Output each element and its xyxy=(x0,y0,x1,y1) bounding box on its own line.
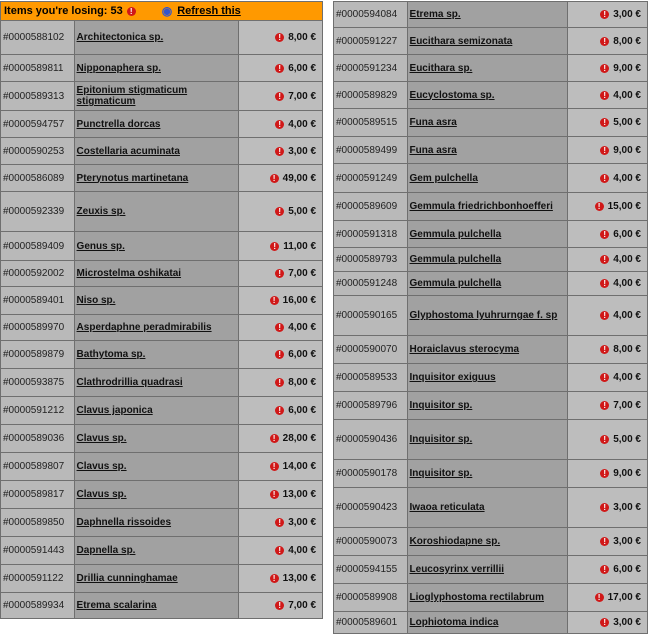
price-value: 6,00 € xyxy=(288,62,317,74)
item-name-link[interactable]: Gemmula pulchella xyxy=(408,221,569,247)
item-price xyxy=(239,165,323,191)
item-price xyxy=(239,369,323,396)
table-row xyxy=(0,165,323,192)
item-name-link[interactable]: Inquisitor sp. xyxy=(408,460,569,487)
price-value: 9,00 € xyxy=(613,468,641,479)
price-value: 3,00 € xyxy=(613,536,641,547)
alert-icon: ! xyxy=(600,64,609,73)
price-value: 7,00 € xyxy=(288,268,317,279)
price-value: 5,00 € xyxy=(613,117,641,128)
losing-count: 53 xyxy=(110,5,123,17)
alert-icon: ! xyxy=(600,503,609,512)
item-id: #0000589609 xyxy=(334,193,408,220)
price-value: 15,00 € xyxy=(607,201,641,212)
left-list-panel xyxy=(0,1,323,619)
alert-icon: ! xyxy=(270,490,279,499)
item-name-link[interactable]: Microstelma oshikatai xyxy=(75,261,239,286)
price-value: 4,00 € xyxy=(613,372,641,383)
price-value: 11,00 € xyxy=(283,240,317,252)
table-row xyxy=(0,138,323,165)
item-price xyxy=(239,192,323,231)
item-price xyxy=(239,509,323,536)
item-name-link[interactable]: Genus sp. xyxy=(75,232,239,260)
price-value: 4,00 € xyxy=(288,322,317,333)
table-row xyxy=(0,565,323,593)
refresh-link[interactable]: Refresh this xyxy=(177,5,241,17)
alert-icon: ! xyxy=(595,202,604,211)
table-row xyxy=(333,488,648,528)
table-row xyxy=(333,109,648,137)
item-id: #0000590070 xyxy=(334,336,408,363)
item-price xyxy=(239,261,323,286)
item-price xyxy=(239,82,323,110)
item-price xyxy=(568,164,647,192)
table-row xyxy=(0,21,323,55)
price-value: 4,00 € xyxy=(288,545,317,556)
alert-icon: ! xyxy=(275,147,284,156)
item-price xyxy=(568,272,647,295)
item-id: #0000594084 xyxy=(334,2,408,27)
table-row xyxy=(0,369,323,397)
price-value: 3,00 € xyxy=(288,145,317,157)
item-price xyxy=(239,537,323,564)
table-row xyxy=(333,392,648,420)
price-value: 6,00 € xyxy=(288,349,317,360)
item-name-link[interactable]: Eucithara semizonata xyxy=(408,28,569,54)
item-id: #0000589817 xyxy=(1,481,75,508)
price-value: 4,00 € xyxy=(613,172,641,184)
price-value: 4,00 € xyxy=(613,278,641,289)
price-value: 4,00 € xyxy=(613,310,641,321)
alert-icon: ! xyxy=(127,7,136,16)
price-value: 5,00 € xyxy=(288,206,317,217)
item-name-link[interactable]: Leucosyrinx verrillii xyxy=(408,556,569,583)
table-row xyxy=(333,248,648,272)
alert-icon: ! xyxy=(275,601,284,610)
alert-icon: ! xyxy=(600,255,609,264)
item-price xyxy=(568,528,647,555)
item-name-link[interactable]: Architectonica sp. xyxy=(75,21,239,54)
table-row xyxy=(333,528,648,556)
item-id: #0000589879 xyxy=(1,341,75,368)
item-price xyxy=(568,460,647,487)
item-name-link[interactable]: Lophiotoma indica xyxy=(408,612,569,633)
alert-icon: ! xyxy=(270,242,279,251)
alert-icon: ! xyxy=(600,230,609,239)
item-id: #0000589829 xyxy=(334,82,408,108)
table-row xyxy=(333,82,648,109)
item-price xyxy=(568,556,647,583)
table-row xyxy=(0,593,323,619)
alert-icon: ! xyxy=(600,174,609,183)
table-row xyxy=(333,296,648,336)
alert-icon: ! xyxy=(275,120,284,129)
table-row xyxy=(0,82,323,111)
item-price xyxy=(239,138,323,164)
table-row xyxy=(0,111,323,138)
table-row xyxy=(0,537,323,565)
alert-icon: ! xyxy=(600,401,609,410)
item-price xyxy=(568,28,647,54)
alert-icon: ! xyxy=(600,10,609,19)
table-row xyxy=(0,192,323,232)
price-value: 9,00 € xyxy=(613,144,641,156)
item-name-link[interactable]: Etrema scalarina xyxy=(75,593,239,618)
item-id: #0000591122 xyxy=(1,565,75,592)
item-name-link[interactable]: Clavus japonica xyxy=(75,397,239,424)
item-price xyxy=(568,137,647,163)
alert-icon: ! xyxy=(600,469,609,478)
price-value: 5,00 € xyxy=(613,434,641,445)
alert-icon: ! xyxy=(600,146,609,155)
table-row xyxy=(0,397,323,425)
item-id: #0000591443 xyxy=(1,537,75,564)
item-id: #0000589934 xyxy=(1,593,75,618)
price-value: 3,00 € xyxy=(613,9,641,20)
item-name-link[interactable]: Inquisitor sp. xyxy=(408,392,569,419)
item-id: #0000589796 xyxy=(334,392,408,419)
table-row xyxy=(0,425,323,453)
price-value: 14,00 € xyxy=(282,461,317,472)
item-id: #0000592339 xyxy=(1,192,75,231)
item-name-link[interactable]: Clavus sp. xyxy=(75,453,239,480)
price-value: 3,00 € xyxy=(288,517,317,528)
price-value: 16,00 € xyxy=(282,295,317,306)
alert-icon: ! xyxy=(275,33,284,42)
item-name-link[interactable]: Clavus sp. xyxy=(75,481,239,508)
item-name-link[interactable]: Iwaoa reticulata xyxy=(408,488,569,527)
item-name-link[interactable]: Funa asra xyxy=(408,137,569,163)
alert-icon: ! xyxy=(270,434,279,443)
item-price xyxy=(239,397,323,424)
item-name-link[interactable]: Lioglyphostoma rectilabrum xyxy=(408,584,569,611)
item-price xyxy=(239,21,323,54)
item-price xyxy=(568,296,647,335)
table-row xyxy=(333,420,648,460)
item-id: #0000591318 xyxy=(334,221,408,247)
item-id: #0000589807 xyxy=(1,453,75,480)
table-row xyxy=(333,28,648,55)
item-name-link[interactable]: Gem pulchella xyxy=(408,164,569,192)
item-name-link[interactable]: Gemmula friedrichbonhoefferi xyxy=(408,193,569,220)
item-id: #0000586089 xyxy=(1,165,75,191)
item-name-link[interactable]: Funa asra xyxy=(408,109,569,136)
item-id: #0000589036 xyxy=(1,425,75,452)
table-row xyxy=(333,336,648,364)
table-row xyxy=(333,193,648,221)
price-value: 13,00 € xyxy=(282,573,317,584)
table-row xyxy=(333,612,648,634)
item-id: #0000589601 xyxy=(334,612,408,633)
shell-icon[interactable]: ◉ xyxy=(161,4,173,18)
table-row xyxy=(0,481,323,509)
item-price xyxy=(568,248,647,271)
item-name-link[interactable]: Asperdaphne peradmirabilis xyxy=(75,315,239,340)
item-id: #0000589533 xyxy=(334,364,408,391)
alert-icon: ! xyxy=(275,64,284,73)
table-row xyxy=(333,137,648,164)
alert-icon: ! xyxy=(270,574,279,583)
item-price xyxy=(239,341,323,368)
table-row xyxy=(0,55,323,82)
price-value: 6,00 € xyxy=(288,405,317,416)
item-id: #0000588102 xyxy=(1,21,75,54)
losing-label: Items you're losing: xyxy=(4,5,108,17)
item-price xyxy=(568,109,647,136)
price-value: 13,00 € xyxy=(282,489,317,500)
price-value: 4,00 € xyxy=(288,118,317,130)
item-price xyxy=(239,565,323,592)
alert-icon: ! xyxy=(600,311,609,320)
item-price xyxy=(568,584,647,611)
item-id: #0000589401 xyxy=(1,287,75,314)
alert-icon: ! xyxy=(600,279,609,288)
item-price xyxy=(239,315,323,340)
alert-icon: ! xyxy=(275,323,284,332)
alert-icon: ! xyxy=(600,91,609,100)
table-row xyxy=(0,261,323,287)
item-price xyxy=(568,2,647,27)
table-row xyxy=(333,364,648,392)
item-name-link[interactable]: Inquisitor exiguus xyxy=(408,364,569,391)
alert-icon: ! xyxy=(275,207,284,216)
item-price xyxy=(239,425,323,452)
item-id: #0000590253 xyxy=(1,138,75,164)
price-value: 28,00 € xyxy=(282,433,317,444)
item-id: #0000591227 xyxy=(334,28,408,54)
item-id: #0000591234 xyxy=(334,55,408,81)
table-row xyxy=(333,221,648,248)
alert-icon: ! xyxy=(600,618,609,627)
item-name-link[interactable]: Eucyclostoma sp. xyxy=(408,82,569,108)
price-value: 7,00 € xyxy=(288,90,317,102)
price-value: 8,00 € xyxy=(288,32,317,43)
item-id: #0000594757 xyxy=(1,111,75,137)
item-name-link[interactable]: Horaiclavus sterocyma xyxy=(408,336,569,363)
item-price xyxy=(568,336,647,363)
item-name-link[interactable]: Nipponaphera sp. xyxy=(75,55,239,81)
table-row xyxy=(0,509,323,537)
price-value: 3,00 € xyxy=(613,502,641,513)
item-id: #0000591212 xyxy=(1,397,75,424)
alert-icon: ! xyxy=(600,118,609,127)
item-price xyxy=(239,481,323,508)
price-value: 7,00 € xyxy=(288,600,317,611)
right-list-panel xyxy=(333,1,648,634)
item-name-link[interactable]: Daphnella rissoides xyxy=(75,509,239,536)
item-price xyxy=(239,232,323,260)
item-id: #0000591249 xyxy=(334,164,408,192)
table-row xyxy=(333,164,648,193)
item-id: #0000589499 xyxy=(334,137,408,163)
item-name-link[interactable]: Koroshiodapne sp. xyxy=(408,528,569,555)
price-value: 49,00 € xyxy=(282,172,317,184)
item-name-link[interactable]: Eucithara sp. xyxy=(408,55,569,81)
item-id: #0000593875 xyxy=(1,369,75,396)
item-price xyxy=(568,55,647,81)
item-id: #0000589793 xyxy=(334,248,408,271)
item-name-link[interactable]: Glyphostoma lyuhrurngae f. sp xyxy=(408,296,569,335)
alert-icon: ! xyxy=(600,537,609,546)
item-name-link[interactable]: Zeuxis sp. xyxy=(75,192,239,231)
item-id: #0000591248 xyxy=(334,272,408,295)
item-name-link[interactable]: Epitonium stigmaticum stigmaticum xyxy=(75,82,239,110)
alert-icon: ! xyxy=(600,345,609,354)
item-id: #0000590073 xyxy=(334,528,408,555)
price-value: 4,00 € xyxy=(613,89,641,101)
price-value: 8,00 € xyxy=(288,377,317,388)
item-name-link[interactable]: Etrema sp. xyxy=(408,2,569,27)
item-id: #0000589970 xyxy=(1,315,75,340)
item-name-link[interactable]: Bathytoma sp. xyxy=(75,341,239,368)
item-id: #0000589811 xyxy=(1,55,75,81)
price-value: 8,00 € xyxy=(613,344,641,355)
item-id: #0000589313 xyxy=(1,82,75,110)
price-value: 3,00 € xyxy=(613,617,641,628)
alert-icon: ! xyxy=(275,518,284,527)
item-name-link[interactable]: Clathrodrillia quadrasi xyxy=(75,369,239,396)
item-name-link[interactable]: Drillia cunninghamae xyxy=(75,565,239,592)
alert-icon: ! xyxy=(600,565,609,574)
alert-icon: ! xyxy=(275,269,284,278)
alert-icon: ! xyxy=(275,546,284,555)
item-id: #0000590178 xyxy=(334,460,408,487)
item-id: #0000592002 xyxy=(1,261,75,286)
price-value: 6,00 € xyxy=(613,228,641,240)
item-price xyxy=(239,287,323,314)
alert-icon: ! xyxy=(270,174,279,183)
table-row xyxy=(333,1,648,28)
alert-icon: ! xyxy=(275,378,284,387)
item-price xyxy=(568,420,647,459)
item-id: #0000590165 xyxy=(334,296,408,335)
table-row xyxy=(333,272,648,296)
item-price xyxy=(568,488,647,527)
table-row xyxy=(0,341,323,369)
item-name-link[interactable]: Niso sp. xyxy=(75,287,239,314)
table-row xyxy=(333,584,648,612)
alert-icon: ! xyxy=(595,593,604,602)
item-price xyxy=(568,193,647,220)
alert-icon: ! xyxy=(275,350,284,359)
table-row xyxy=(333,556,648,584)
table-row xyxy=(333,55,648,82)
alert-icon: ! xyxy=(270,462,279,471)
item-id: #0000590423 xyxy=(334,488,408,527)
table-row xyxy=(333,460,648,488)
price-value: 6,00 € xyxy=(613,564,641,575)
price-value: 4,00 € xyxy=(613,254,641,265)
alert-icon: ! xyxy=(600,435,609,444)
alert-icon: ! xyxy=(600,37,609,46)
alert-icon: ! xyxy=(275,406,284,415)
left-rows xyxy=(0,21,323,619)
item-name-link[interactable]: Gemmula pulchella xyxy=(408,272,569,295)
price-value: 7,00 € xyxy=(613,400,641,411)
item-name-link[interactable]: Clavus sp. xyxy=(75,425,239,452)
table-row xyxy=(0,232,323,261)
item-price xyxy=(568,392,647,419)
item-id: #0000590436 xyxy=(334,420,408,459)
item-id: #0000589850 xyxy=(1,509,75,536)
item-name-link[interactable]: Gemmula pulchella xyxy=(408,248,569,271)
alert-icon: ! xyxy=(600,373,609,382)
table-row xyxy=(0,453,323,481)
item-name-link[interactable]: Punctrella dorcas xyxy=(75,111,239,137)
item-id: #0000589908 xyxy=(334,584,408,611)
alert-icon: ! xyxy=(275,92,284,101)
item-price xyxy=(568,221,647,247)
item-id: #0000589409 xyxy=(1,232,75,260)
price-value: 8,00 € xyxy=(613,35,641,47)
right-rows xyxy=(333,1,648,634)
item-price xyxy=(239,593,323,618)
item-id: #0000594155 xyxy=(334,556,408,583)
table-row xyxy=(0,315,323,341)
item-name-link[interactable]: Costellaria acuminata xyxy=(75,138,239,164)
price-value: 17,00 € xyxy=(607,592,641,603)
item-name-link[interactable]: Inquisitor sp. xyxy=(408,420,569,459)
item-price xyxy=(239,55,323,81)
price-value: 9,00 € xyxy=(613,62,641,74)
item-name-link[interactable]: Dapnella sp. xyxy=(75,537,239,564)
item-price xyxy=(239,453,323,480)
item-name-link[interactable]: Pterynotus martinetana xyxy=(75,165,239,191)
item-price xyxy=(239,111,323,137)
table-row xyxy=(0,287,323,315)
losing-header xyxy=(0,1,323,21)
item-id: #0000589515 xyxy=(334,109,408,136)
item-price xyxy=(568,82,647,108)
alert-icon: ! xyxy=(270,296,279,305)
item-price xyxy=(568,364,647,391)
item-price xyxy=(568,612,647,633)
